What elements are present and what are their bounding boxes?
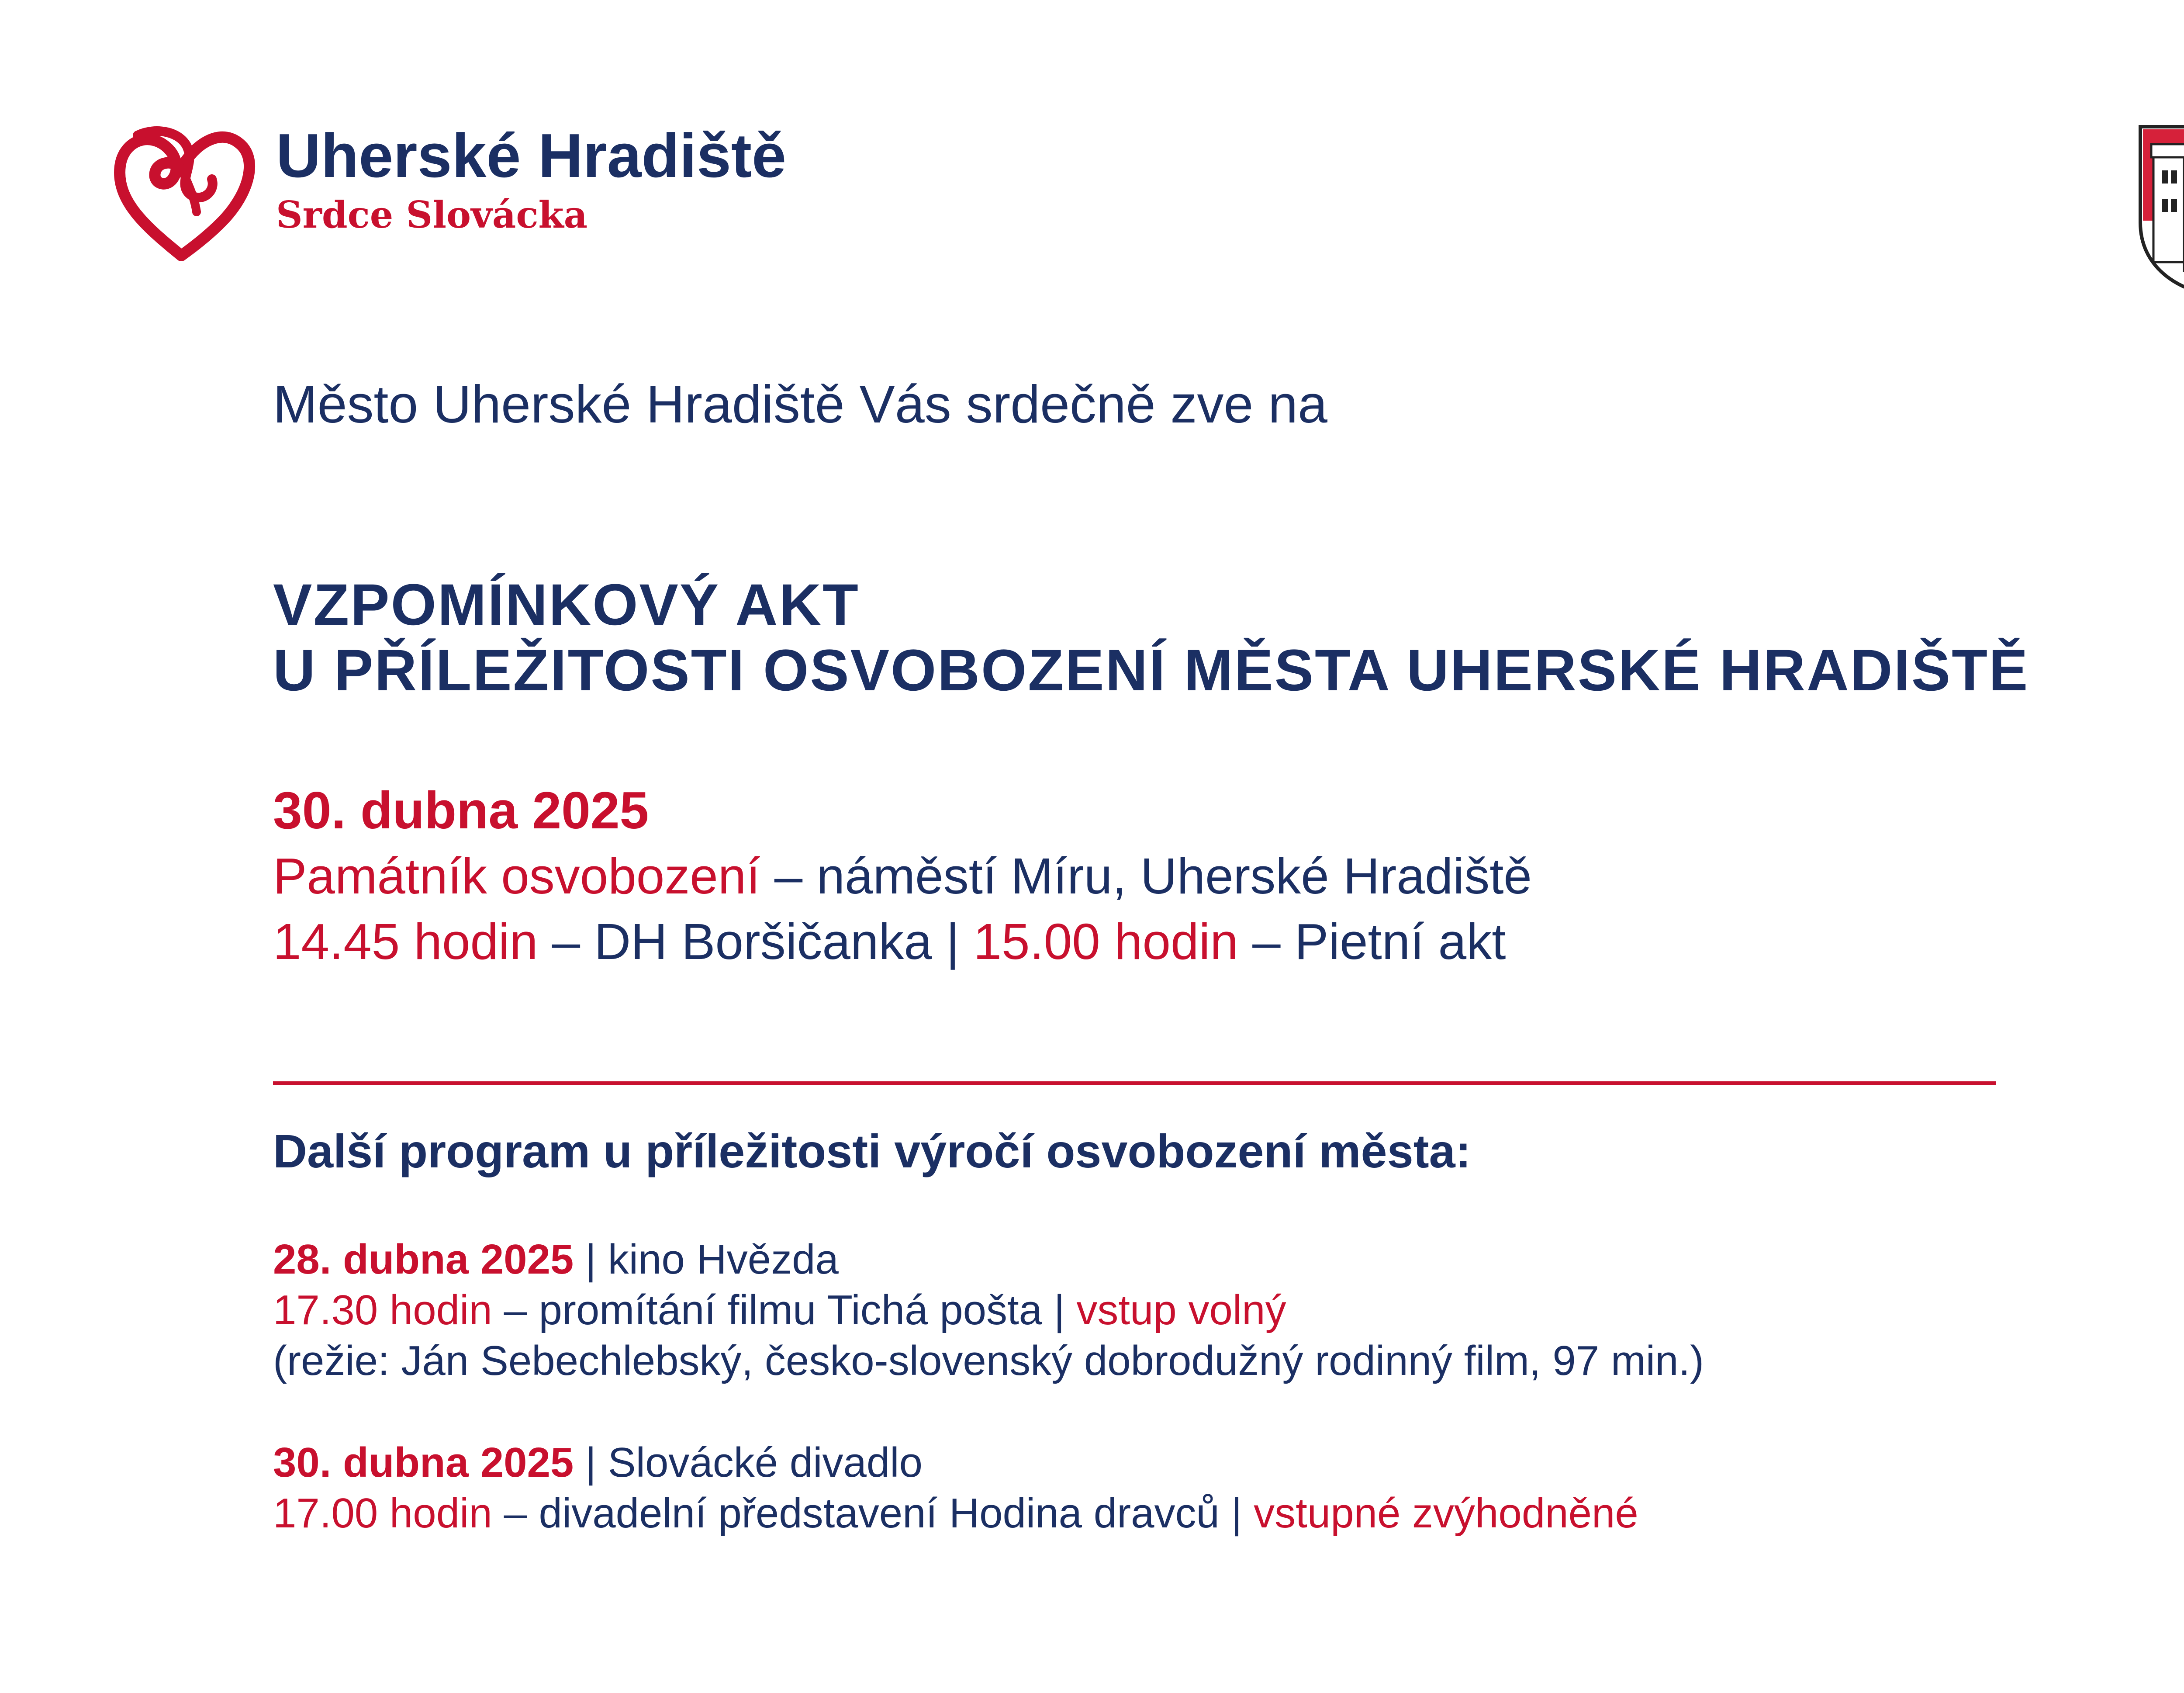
brand-name: Uherské Hradiště: [276, 121, 787, 190]
event-place-rest: – náměstí Míru, Uherské Hradiště: [760, 848, 1532, 904]
brand: [276, 119, 786, 237]
program-item-separator: |: [1054, 1287, 1065, 1333]
program-item-header: [273, 1437, 1638, 1488]
program-heading: Další program u příležitosti výročí osvobození města:: [273, 1125, 1471, 1177]
program-item-date: 30. dubna 2025: [273, 1439, 574, 1486]
event-title-line1: VZPOMÍNKOVÝ AKT: [273, 572, 860, 637]
program-item-date: 28. dubna 2025: [273, 1236, 574, 1283]
event-schedule: [273, 909, 1532, 974]
brand-tagline: Srdce Slovácka: [276, 193, 588, 236]
program-item-detail: [273, 1285, 1704, 1336]
city-coat-of-arms-icon: [2136, 122, 2184, 297]
program-item: [273, 1437, 1638, 1539]
invitation-text: Město Uherské Hradiště Vás srdečně zve na: [273, 374, 1327, 434]
program-item-note: (režie: Ján Sebechlebský, česko-slovenský dobrodužný rodinný film, 97 min.): [273, 1337, 1704, 1384]
program-item-venue: | Slovácké divadlo: [574, 1439, 923, 1486]
event-time2-desc: – Pietní akt: [1238, 913, 1506, 970]
heart-ribbon-logo: [107, 118, 256, 262]
program-item-time: 17.00 hodin: [273, 1490, 492, 1537]
event-time1: 14.45 hodin: [273, 913, 538, 970]
program-item-desc: – promítání filmu Tichá pošta: [492, 1287, 1054, 1333]
event-date: 30. dubna 2025: [273, 781, 649, 840]
event-details: [273, 778, 1532, 974]
program-item-entry: vstupné zvýhodněné: [1242, 1490, 1638, 1537]
event-place: [273, 843, 1532, 909]
program-item-detail: [273, 1488, 1638, 1539]
program-item: [273, 1234, 1704, 1386]
event-title: [273, 572, 2029, 703]
divider: [273, 1081, 1996, 1085]
event-separator: |: [946, 913, 960, 970]
program-item-time: 17.30 hodin: [273, 1287, 492, 1333]
program-item-header: [273, 1234, 1704, 1285]
program-item-separator: |: [1231, 1490, 1242, 1537]
program-item-desc: – divadelní představení Hodina dravců: [492, 1490, 1231, 1537]
event-time1-desc: – DH Boršičanka: [538, 913, 947, 970]
program-item-entry: vstup volný: [1064, 1287, 1286, 1333]
event-place-highlight: Památník osvobození: [273, 848, 760, 904]
program-item-venue: | kino Hvězda: [574, 1236, 839, 1283]
heart-ribbon-icon: [107, 118, 256, 262]
event-time2: 15.00 hodin: [959, 913, 1238, 970]
event-title-line2: U PŘÍLEŽITOSTI OSVOBOZENÍ MĚSTA UHERSKÉ HRADIŠTĚ: [273, 638, 2029, 703]
